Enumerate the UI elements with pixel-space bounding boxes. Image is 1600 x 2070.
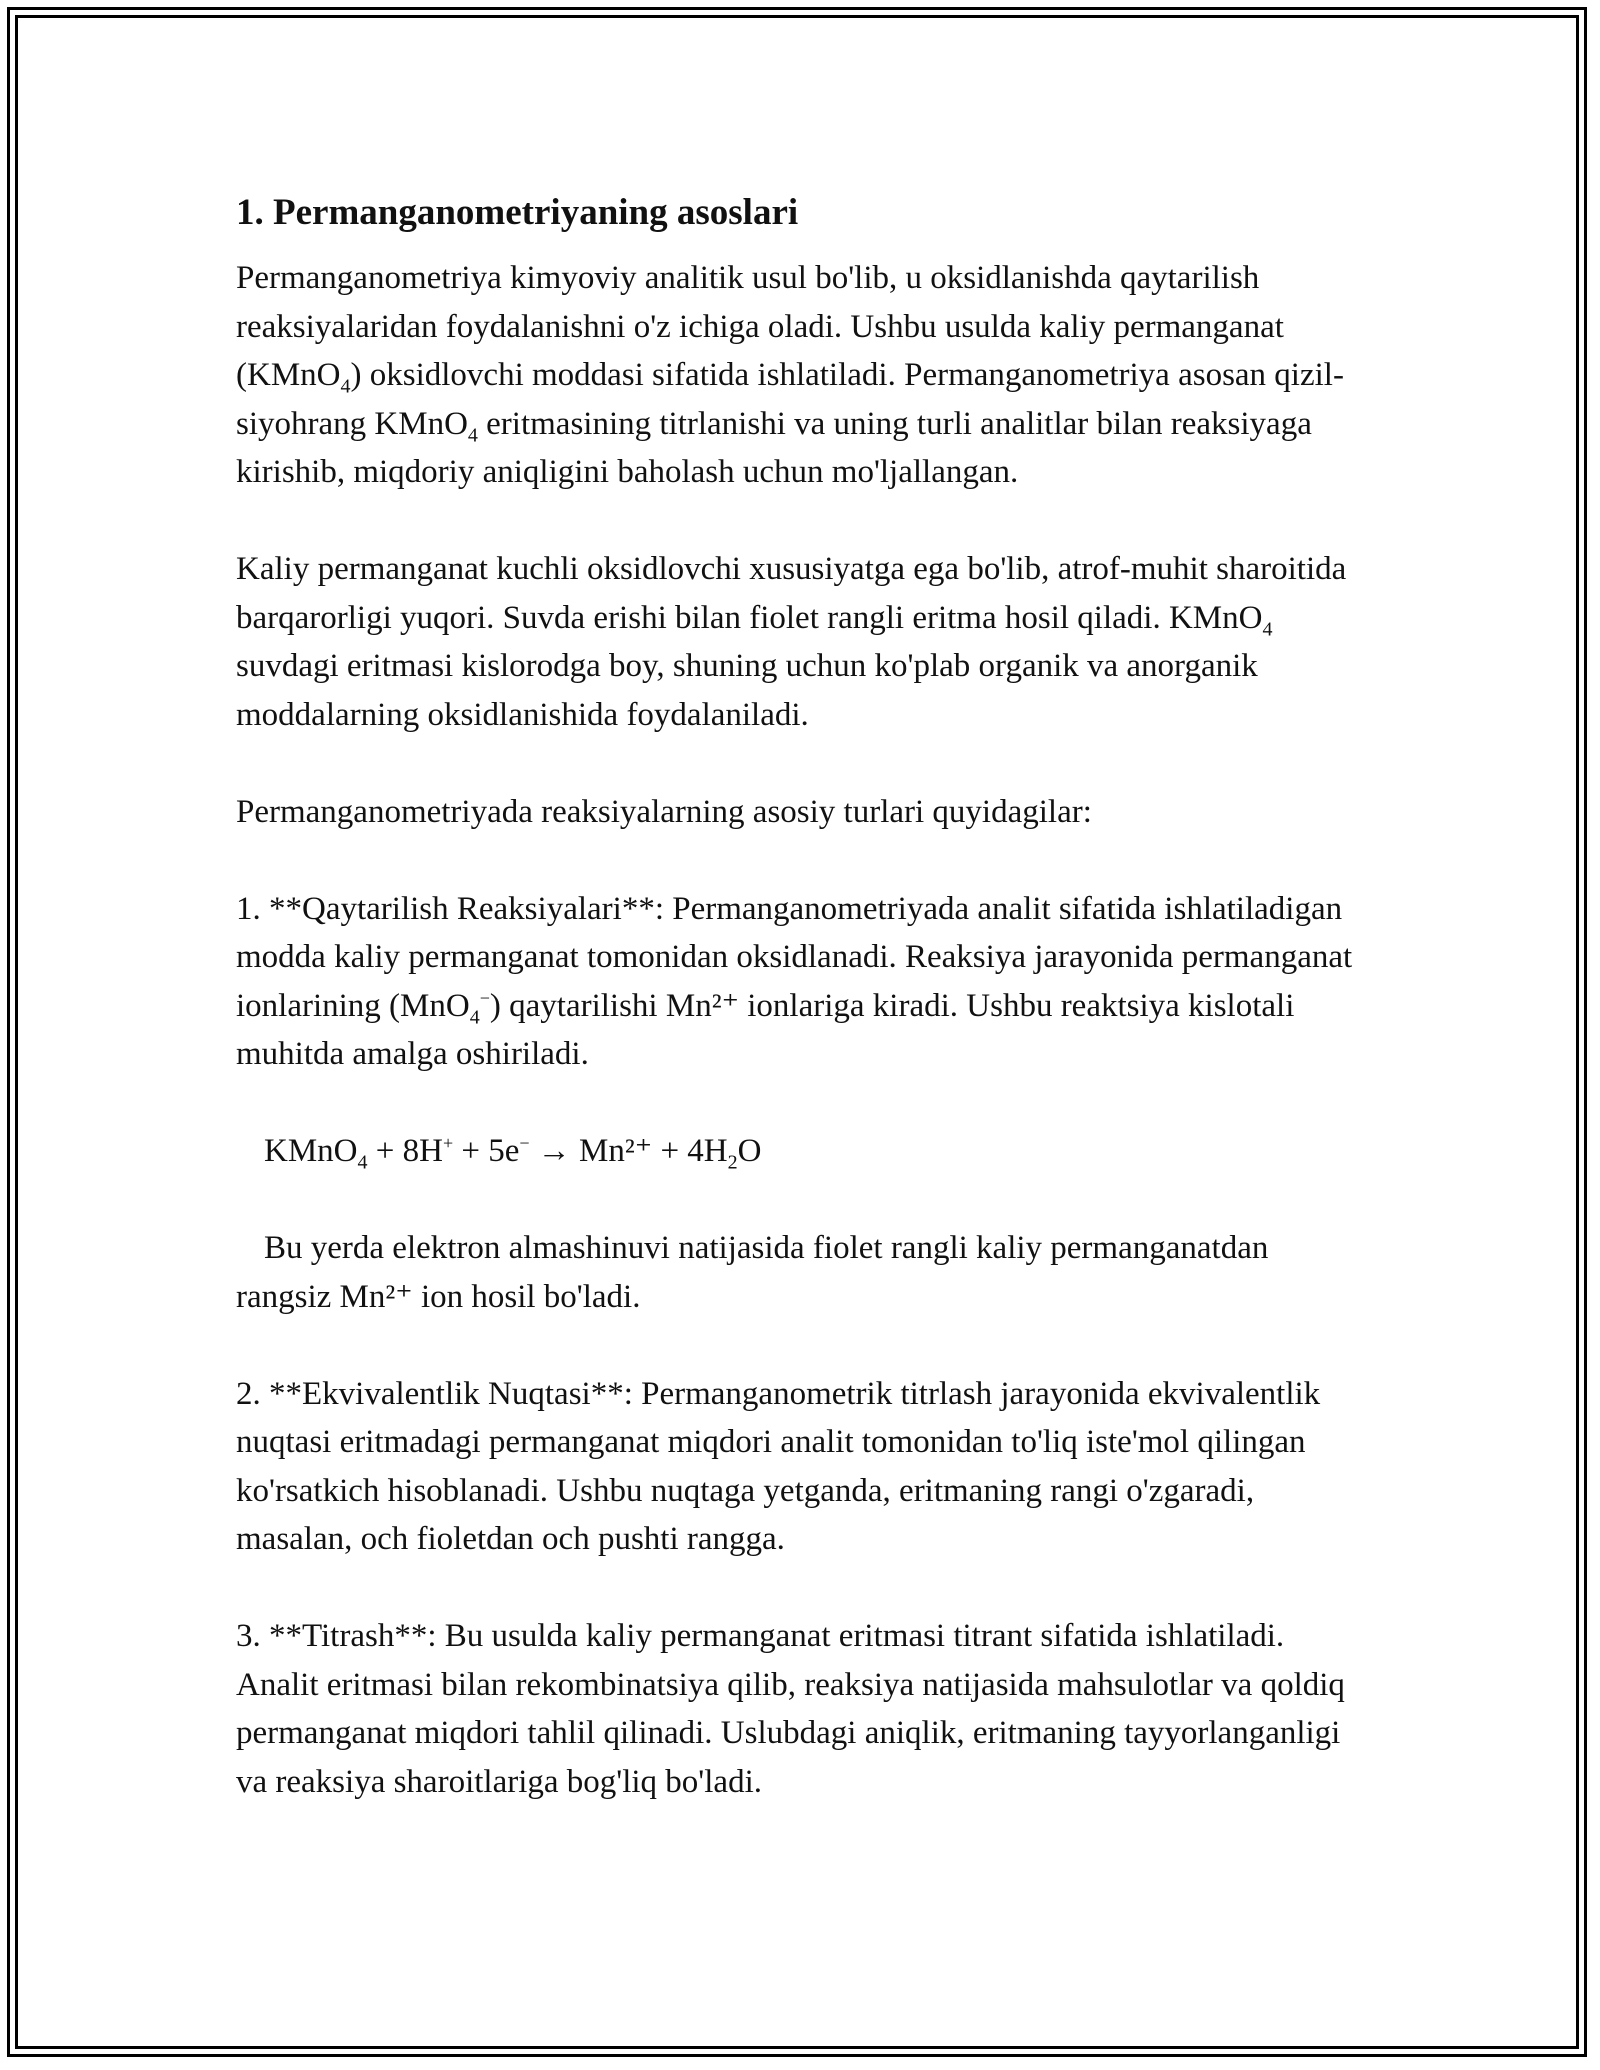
- paragraph-intro: Permanganometriya kimyoviy analitik usul bo'lib, u oksidlanishda qaytarilish reaksiyalaridan foydalanishni o'z ichiga oladi. Ushbu usulda kaliy permanganat (KMnO$_4$) oksidlovchi moddasi sifatida ishlatiladi. Permanganometriya asosan qizil-siyohrang KMnO$_4$ eritmasining titrlanishi va uning turli analitlar bilan reaksiyaga kirishib, miqdoriy aniqligini baholash uchun mo'ljallangan.: [236, 260, 1344, 490]
- paragraph-reduction-reactions: 1. **Qaytarilish Reaksiyalari**: Permanganometriyada analit sifatida ishlatiladigan modda kaliy permanganat tomonidan oksidlanadi. Reaksiya jarayonida permanganat ionlarining (MnO$_4$−) qaytarilishi Mn²⁺ ionlariga kiradi. Ushbu reaktsiya kislotali muhitda amalga oshiriladi.: [236, 890, 1353, 1072]
- section-title: 1. Permanganometriyaning asoslari: [236, 192, 799, 233]
- paragraph-electron-exchange: Bu yerda elektron almashinuvi natijasida fiolet rangli kaliy permanganatdan rangsiz Mn²⁺ ion hosil bo'ladi.: [236, 1230, 1269, 1315]
- paragraph-reaction-types: Permanganometriyada reaksiyalarning asosiy turlari quyidagilar:: [236, 793, 1092, 830]
- paragraph-equivalence-point: 2. **Ekvivalentlik Nuqtasi**: Permanganometrik titrlash jarayonida ekvivalentlik nuqtasi eritmadagi permanganat miqdori analit tomonidan to'liq iste'mol qilingan ko'rsatkich hisoblanadi. Ushbu nuqtaga yetganda, eritmaning rangi o'zgaradi, masalan, och fioletdan och pushti rangga.: [236, 1375, 1321, 1557]
- paragraph-properties: Kaliy permanganat kuchli oksidlovchi xususiyatga ega bo'lib, atrof-muhit sharoitida barqarorligi yuqori. Suvda erishi bilan fiolet rangli eritma hosil qiladi. KMnO$_4$ suvdagi eritmasi kislorodga boy, shuning uchun ko'plab organik va anorganik moddalarning oksidlanishida foydalaniladi.: [236, 551, 1347, 733]
- reaction-equation: KMnO$_4$ + $8H^+ + 5e^- \to Mn^{2+} + 4H_2O$: [264, 1133, 762, 1174]
- paragraph-titration: 3. **Titrash**: Bu usulda kaliy permanganat eritmasi titrant sifatida ishlatiladi. Analit eritmasi bilan rekombinatsiya qilib, reaksiya natijasida mahsulotlar va qoldiq permanganat miqdori tahlil qilinadi. Uslubdagi aniqlik, eritmaning tayyorlanganligi va reaksiya sharoitlariga bog'liq bo'ladi.: [236, 1618, 1345, 1800]
- document-body: [236, 188, 1366, 1855]
